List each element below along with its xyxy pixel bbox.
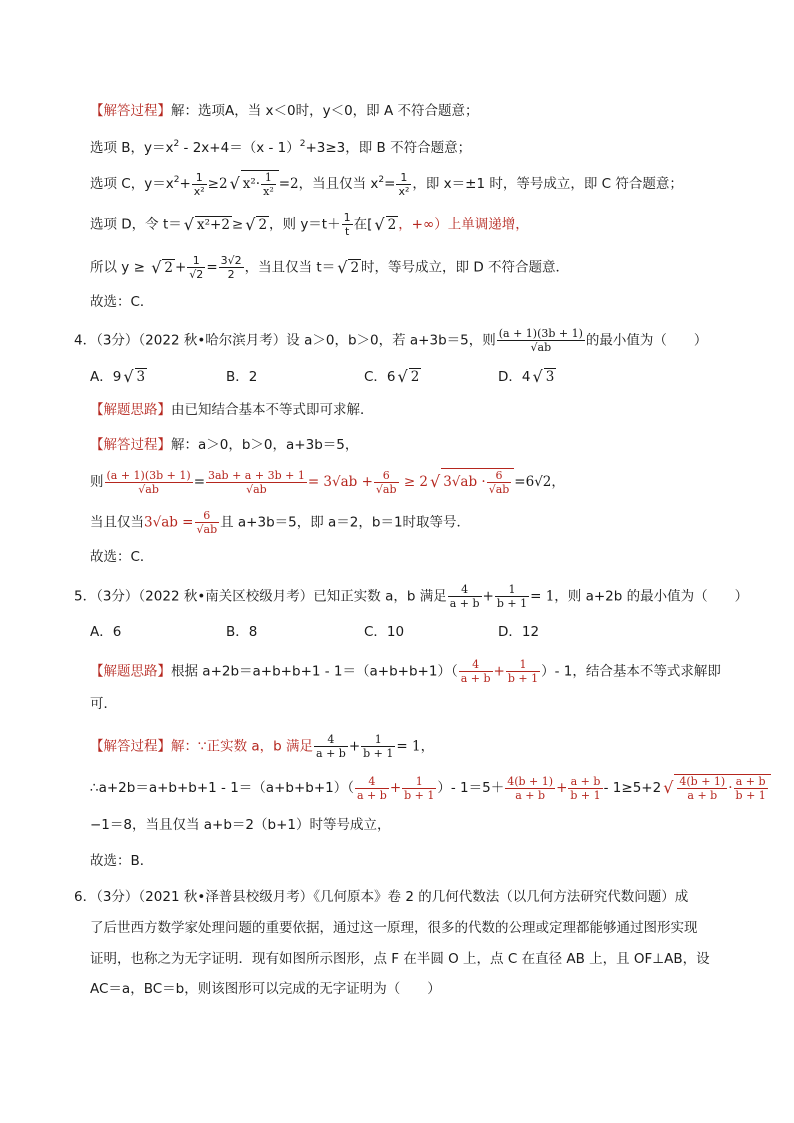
q3-solution-line-e: 所以 y ≥ √ 2 + $\frac{1}{√2}$ = $\frac{3√2}{2}$ ，当且仅当 t＝ √ 2 时，等号成立，即 D 不符合题意． bbox=[90, 254, 570, 281]
q6-line-1: 6．（3分）（2021 秋•泽普县校级月考）《几何原本》卷 2 的几何代数法（以几何方法研究代数问题）成 bbox=[74, 889, 689, 905]
q3-solution-line-d: 选项 D，令 t＝ √ x²+2 ≥ √ 2 ，则 y＝t＋ $\frac{1}{t}$ 在[ √ 2 ，+∞）上单调递增， bbox=[90, 211, 529, 238]
solution-tag: 【解答过程】 bbox=[90, 437, 171, 453]
q4-solution-line-1: 【解答过程】解：a＞0，b＞0，a+3b＝5， bbox=[90, 437, 359, 453]
q4-option-b[interactable]: B．2 bbox=[226, 369, 258, 385]
solution-tag: 【解答过程】 bbox=[90, 738, 171, 755]
q3-answer: 故选：C． bbox=[90, 294, 154, 310]
q5-solution-line-3: −1＝8，当且仅当 a+b＝2（b+1）时等号成立， bbox=[90, 817, 391, 833]
q5-answer: 故选：B． bbox=[90, 853, 154, 869]
solution-tag: 【解答过程】 bbox=[90, 103, 171, 119]
q5-option-c[interactable]: C．10 bbox=[364, 624, 405, 640]
q4-option-d[interactable]: D．4 √ 3 bbox=[498, 367, 555, 386]
q6-line-3: 证明，也称之为无字证明．现有如图所示图形，点 F 在半圆 O 上，点 C 在直径 AB 上，且 OF⊥AB，设 bbox=[90, 951, 710, 967]
q5-option-a[interactable]: A．6 bbox=[90, 624, 122, 640]
q5-option-b[interactable]: B．8 bbox=[226, 624, 258, 640]
q4-stem: 4．（3分）（2022 秋•哈尔滨月考）设 a＞0，b＞0，若 a+3b＝5，则 $\frac{(a + 1)(3b + 1)}{√ab}$ 的最小值为（ ） bbox=[74, 327, 708, 354]
q5-idea-cont: 可． bbox=[90, 696, 117, 712]
q5-idea: 【解题思路】根据 a+2b＝a+b+b+1 - 1＝（a+b+b+1）（ $\frac{4}{a + b}$ + $\frac{1}{b + 1}$ ）- 1，结合基本不等式求解即 bbox=[90, 658, 721, 685]
q4-solution-line-2: 则 $\frac{(a + 1)(3b + 1)}{√ab}$ = $\frac{3ab + a + 3b + 1}{√ab}$ = 3√ab + $\frac{6}{√ab}$ ≥ 2 √ 3√ab · $\frac{6}{√ab}$ =6√2， bbox=[90, 468, 565, 496]
q6-line-2: 了后世西方数学家处理问题的重要依据，通过这一原理，很多的代数的公理或定理都能够通过图形实现 bbox=[90, 920, 698, 936]
q4-option-a[interactable]: A．9 √ 3 bbox=[90, 367, 146, 386]
q3-solution-line-b: 选项 B，$y=x^2 - 2x+4=(x - 1)^2+3\ge 3$，即 B 不符合题意； bbox=[90, 139, 472, 156]
q4-option-c[interactable]: C．6 √ 2 bbox=[364, 367, 420, 386]
q4-answer: 故选：C． bbox=[90, 549, 154, 565]
q6-line-4: AC＝a，BC＝b，则该图形可以完成的无字证明为（ ） bbox=[90, 981, 441, 997]
idea-tag: 【解题思路】 bbox=[90, 663, 171, 680]
q3-solution-line-a: 【解答过程】解：选项A，当 x＜0时，y＜0，即 A 不符合题意； bbox=[90, 103, 479, 119]
q5-solution-line-2: ∴a+2b＝a+b+b+1 - 1＝（a+b+b+1）（ $\frac{4}{a + b}$ + $\frac{1}{b + 1}$ ）- 1＝5＋ $\frac{4(b + 1)}{a + b}$ + $\frac{a + b}{b + 1}$ - 1≥5+2 √ $\frac{4(b + 1)}{a + b}$ · $\frac{a + b}{b + 1}$ bbox=[90, 774, 771, 802]
q5-stem: 5．（3分）（2022 秋•南关区校级月考）已知正实数 a，b 满足 $\frac{4}{a + b}$ + $\frac{1}{b + 1}$ = 1，则 a+2b 的最小值为（ ） bbox=[74, 583, 749, 610]
q5-option-d[interactable]: D．12 bbox=[498, 624, 540, 640]
q5-solution-line-1: 【解答过程】解：∵正实数 a，b 满足 $\frac{4}{a + b}$ + $\frac{1}{b + 1}$ = 1， bbox=[90, 733, 435, 760]
idea-tag: 【解题思路】 bbox=[90, 402, 171, 418]
q3-solution-line-c: 选项 C，$y=x^2+$ $\frac{1}{\text{x²}}$ ≥2 √ x²· $\frac{1}{\text{x²}}$ =2，当且仅当 $x^2=$ $\frac{1}{\text{x²}}$ ，即 x＝±1 时，等号成立，即 C 符合题意； bbox=[90, 170, 683, 198]
q4-idea: 【解题思路】由已知结合基本不等式即可求解． bbox=[90, 402, 374, 418]
q4-solution-line-3: 当且仅当3√ab = $\frac{6}{√ab}$ 且 a+3b＝5，即 a＝2，b＝1时取等号． bbox=[90, 509, 471, 536]
